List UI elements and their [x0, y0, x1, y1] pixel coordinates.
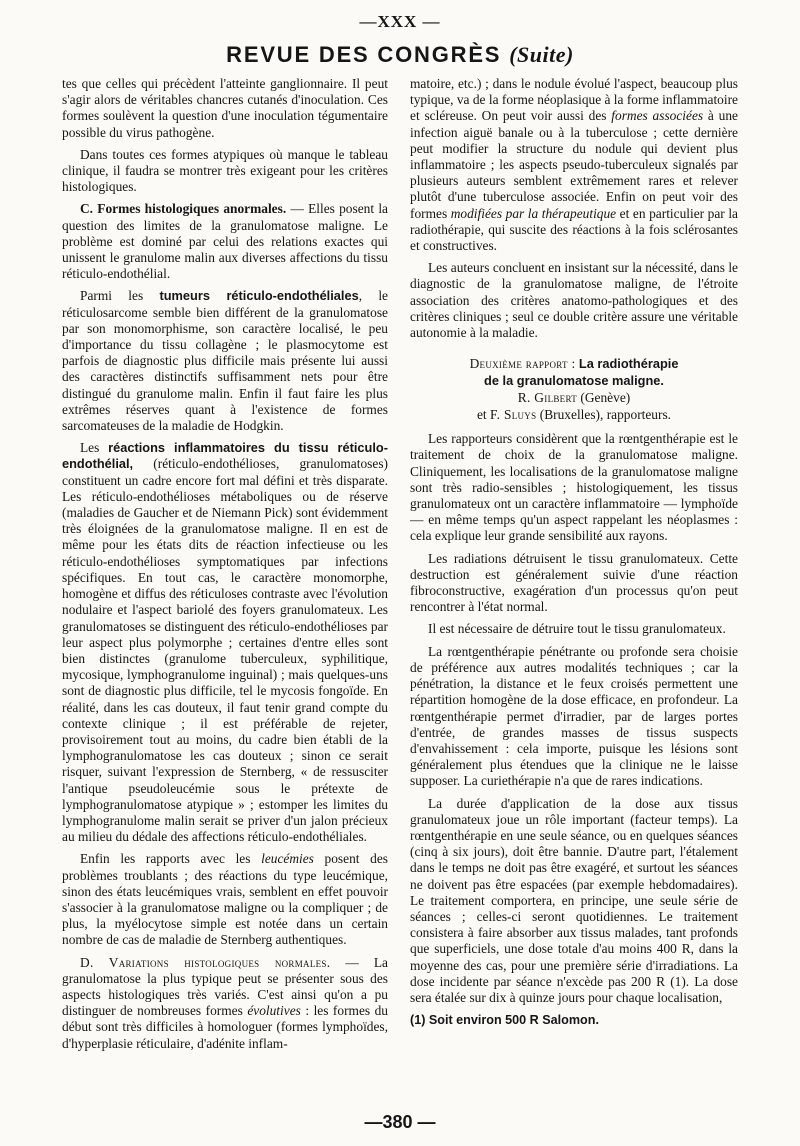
- paragraph-text: Les: [80, 440, 109, 456]
- author-name: F. Sluys: [489, 407, 537, 423]
- paragraph-text: Parmi les: [80, 288, 160, 304]
- bold-term: tumeurs réticulo-endothéliales: [159, 288, 359, 304]
- paragraph: La durée d'application de la dose aux tissus granulomateux joue un rôle important (facteur temps). La rœntgenthérapie en une seule séance, ou en quelques séances (cinq à six jours), doit être bannie. D'autre part, l'étalement dans le temps ne doit pas être exagéré, et surtout les séances ne doivent pas être espacées (par exemple hebdomadaires). Le traitement comportera, en principe, une seule série de séances ; celles-ci seront quotidiennes. Le traitement consistera à faire absorber aux tissus malades, tant profonds que superficiels, une dose totale d'au moins 400 R, dans la moyenne des cas, pour une première série d'irradiations. La dose incidente par séance n'excède pas 200 R (1). La dose sera étalée sur dix à quinze jours pour chaque localisation,: [410, 795, 738, 1005]
- paragraph-text: à une infection aiguë banale ou à la tuberculose ; cette dernière peut modifier la structure du nodule qui devient plus inflammatoire ; les aspects pseudo-tuberculeux signalés par plusieurs auteurs semblent extrêmement rares et relever plutôt d'une tuberculose associée. Enfin on peut voir des formes: [410, 108, 738, 221]
- right-column: [410, 76, 738, 1034]
- paragraph: Les rapporteurs considèrent que la rœntgenthérapie est le traitement de choix de la granulomatose maligne. Cliniquement, les localisations de la granulomatose maligne sont très radio-sensibles ; histologiquement, les tissus granulomateux ont un caractère inflammatoire — lymphoïde — en même temps qu'un aspect rappelant les néoplasmes : cela explique leur grande sensibilité aux rayons.: [410, 431, 738, 544]
- paragraph-conclusion: Les auteurs concluent en insistant sur la nécessité, dans le diagnostic de la granulomatose maligne, de l'étroite association des critères anatomo-pathologiques et des critères cliniques ; seul ce double critère assure une véritable autonomie à la maladie.: [410, 260, 738, 341]
- paragraph: Les radiations détruisent le tissu granulomateux. Cette destruction est généralement suivie d'une réaction fibroconstructive, exagération d'un processus qu'on peut rencontrer à l'état normal.: [410, 550, 738, 615]
- roman-page-number: — XXX —: [0, 12, 800, 32]
- paragraph-text: — La granulomatose la plus typique peut se présenter sous des aspects histologiques très variés. C'est ainsi qu'on a pu distinguer de nombreuses formes: [62, 954, 388, 1019]
- rapport-title: La radiothérapie: [578, 356, 679, 372]
- running-title-text: REVUE DES CONGRÈS: [226, 42, 502, 67]
- paragraph-text: , le réticulosarcome semble bien différent de la granulomatose par son monomorphisme, son caractère localisé, le peu d'importance du tissu collagène ; le plasmocytome est parfois de diagnostic plus difficile mais présente lui aussi des caractères distinctifs suffisamment nets pour être distingué du granulome malin. Enfin il faut faire les plus extrêmes réserves quant à l'existence de formes sarcomateuses de la maladie de Hodgkin.: [62, 288, 389, 434]
- paragraph-text: (réticulo-endothélioses, granulomatoses) constituent un cadre encore fort mal défini et très disparate. Les réticulo-endothélioses métaboliques ou de réserve (maladies de Gaucher et de Niemann Pick) sont évidemment très éloignées de la granulomatose maligne. Il en est de même pour les états dits de réaction infectieuse ou les réticulo-endothélioses symptomatiques par infections spécifiques. En tout cas, le caractère monomorphe, homogène et diffus des réticuloses contraste avec l'évolution nodulaire et l'aspect bariolé des foyers granulomateux. Les granulomatoses se distinguent des réticulo-endothélioses par leur aspect plus polymorphe ; certaines d'entre elles sont bien distinctes (granulome tuberculeux, syphilitique, mycosique, lymphogranulome inguinal) ; mais quelques-uns sont de diagnostic plus difficile, tel le mycosis fongoïde. En réalité, dans les cas douteux, il faut tenir grand compte du contexte clinique ; il est préférable de rejeter, provisoirement tout au moins, du cadre bien établi de la lymphogranulomatose les cas douteux ; sinon ce serait risquer, suivant l'expression de Sternberg, « de ressusciter l'antique pseudoleucémie sous le prétexte de lymphogranulomatose atypique » ; estomper les limites du lymphogranulome malin serait se priver d'un jalon précieux au milieu du dédale des affections réticulo-endothéliales.: [62, 456, 388, 845]
- paragraph-text: posent des problèmes troublants ; des réactions du type leucémique, sinon des états leucémiques vrais, semblent en effet pouvoir s'associer à la granulomatose maligne ou la compliquer ; de plus, la myélocytose simple est notée dans un certain nombre de cas de maladie de Sternberg authentiques.: [62, 851, 388, 948]
- rapport-label: Deuxième rapport :: [469, 356, 576, 372]
- paragraph-text: — Elles posent la question des limites de la granulomatose maligne. Le problème est dominé par celui des relations exactes qui unissent le granulome malin aux diverses affections du tissu réticulo-endothélial.: [62, 201, 388, 282]
- author-conjunction: et: [476, 407, 487, 423]
- bold-term: réactions inflammatoires du tissu réticulo-endothélial,: [62, 440, 388, 472]
- rapport-title-line: [410, 355, 738, 372]
- paragraph-leucemies: [62, 851, 388, 948]
- author-place: (Genève): [580, 390, 631, 406]
- section-heading: D. Variations histologiques normales.: [80, 954, 331, 970]
- paragraph: [410, 76, 738, 254]
- paragraph: La rœntgenthérapie pénétrante ou profonde sera choisie de préférence aux autres modalités techniques ; car la pénétration, la distance et le feux croisés permettent une répartition homogène de la dose efficace, en profondeur. La rœntgenthérapie permet d'irradier, par de larges portes d'entrée, de grandes masses de tissus suspects d'envahissement : cela importe, puisque les lésions sont généralement plus étendues que la clinique ne le laisse supposer. La curiethérapie n'a que de rares indications.: [410, 643, 738, 789]
- left-column: [62, 76, 388, 1058]
- paragraph-text: : les formes du début sont très difficiles à homologuer (formes lymphoïdes, d'hyperplasie réticulaire, d'adénite inflam-: [62, 1003, 388, 1051]
- paragraph-formes-histologiques: [62, 201, 388, 282]
- paragraph-reactions: [62, 440, 388, 845]
- paragraph: Dans toutes ces formes atypiques où manque le tableau clinique, il faudra se montrer très exigeant pour les critères histologiques.: [62, 146, 388, 195]
- page-number: — 380 —: [0, 1112, 800, 1133]
- rapport-author-line: [410, 406, 738, 423]
- paragraph: tes que celles qui précèdent l'atteinte ganglionnaire. Il peut s'agir alors de véritables chancres cutanés d'inoculation. Ces formes soulèvent la question d'une inoculation tégumentaire possible du virus pathogène.: [62, 76, 388, 140]
- italic-term: modifiées par la thérapeutique: [450, 205, 617, 221]
- footnote: (1) Soit environ 500 R Salomon.: [410, 1013, 599, 1028]
- rapport-heading: [410, 355, 738, 423]
- paragraph: Il est nécessaire de détruire tout le tissu granulomateux.: [428, 621, 726, 637]
- running-title-suite: (Suite): [509, 42, 574, 67]
- paragraph-variations: [62, 955, 388, 1052]
- paragraph-text: matoire, etc.) ; dans le nodule évolué l'aspect, beaucoup plus typique, va de la forme néoplasique à la forme inflammatoire et scléreuse. On peut voir aussi des: [410, 76, 738, 124]
- italic-term: formes associées: [611, 108, 704, 124]
- running-title: [0, 42, 800, 68]
- rapport-title-continued: de la granulomatose maligne.: [484, 373, 664, 389]
- author-place: (Bruxelles), rapporteurs.: [539, 407, 672, 423]
- rapport-author-line: [410, 389, 738, 406]
- paragraph-tumeurs: [62, 288, 388, 434]
- italic-term: évolutives: [247, 1003, 301, 1019]
- italic-term: leucémies: [261, 851, 314, 867]
- section-heading: C. Formes histologiques anormales.: [80, 201, 287, 217]
- paragraph-text: Enfin les rapports avec les: [80, 851, 262, 867]
- author-name: R. Gilbert: [517, 390, 578, 406]
- paragraph-text: et en particulier par la radiothérapie, qui suscite des réactions à la fois sclérosantes et constructives.: [410, 205, 738, 254]
